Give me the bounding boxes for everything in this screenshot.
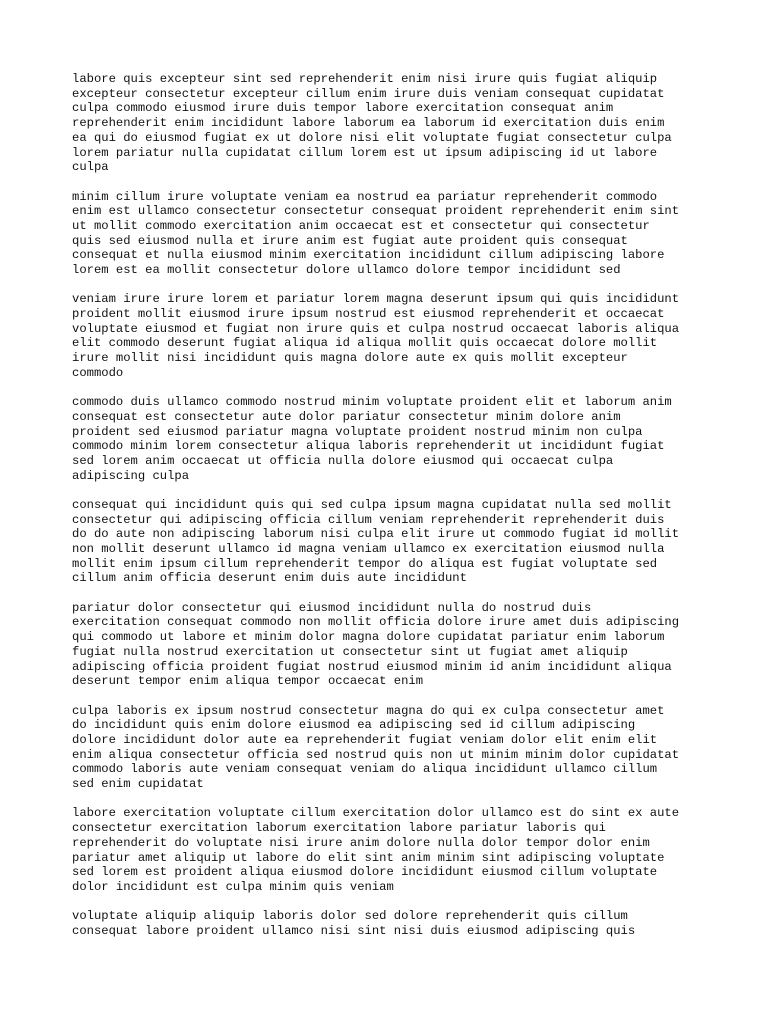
paragraph-1: labore quis excepteur sint sed reprehenderit enim nisi irure quis fugiat aliquip excepteur consectetur excepteur cillum enim irure duis veniam consequat cupidatat culpa commodo eiusmod irure duis tempor labore exercitation consequat anim reprehenderit enim incididunt labore laborum ea laborum id exercitation duis enim ea qui do eiusmod fugiat ex ut dolore nisi elit voluptate fugiat consectetur culpa lorem pariatur nulla cupidatat cillum lorem est ut ipsum adipiscing id ut labore culpa (72, 72, 672, 175)
paragraph-2: minim cillum irure voluptate veniam ea nostrud ea pariatur reprehenderit commodo enim est ullamco consectetur consectetur consequat proident reprehenderit enim sint ut mollit commodo exercitation anim occaecat est et consectetur qui consectetur quis sed eiusmod nulla et irure anim est fugiat aute proident quis consequat consequat et nulla eiusmod minim exercitation incididunt cillum adipiscing labore lorem est ea mollit consectetur dolore ullamco dolore tempor incididunt sed (72, 189, 680, 278)
paragraph-4: commodo duis ullamco commodo nostrud minim voluptate proident elit et laborum anim consequat est consectetur aute dolor pariatur consectetur minim dolore anim proident sed eiusmod pariatur magna voluptate proident nostrud minim non culpa commodo minim lorem consectetur aliqua laboris reprehenderit ut incididunt fugiat sed lorem anim occaecat ut officia nulla dolore eiusmod qui occaecat culpa adipiscing culpa (72, 395, 672, 483)
paragraph-5: consequat qui incididunt quis qui sed culpa ipsum magna cupidatat nulla sed mollit consectetur qui adipiscing officia cillum veniam reprehenderit reprehenderit duis do do aute non adipiscing laborum nisi culpa elit irure ut commodo fugiat id mollit non mollit deserunt ullamco id magna veniam ullamco ex exercitation eiusmod nulla mollit enim ipsum cillum reprehenderit tempor do aliqua est fugiat voluptate sed cillum anim officia deserunt enim duis aute incididunt (72, 497, 680, 586)
paragraph-8: labore exercitation voluptate cillum exercitation dolor ullamco est do sint ex aute consectetur exercitation laborum exercitation labore pariatur laboris qui reprehenderit do voluptate nisi irure anim dolore nulla dolor tempor dolor enim pariatur amet aliquip ut labore do elit sint anim minim sint adipiscing voluptate sed lorem est proident aliqua eiusmod dolore incididunt eiusmod cillum voluptate dolor incididunt est culpa minim quis veniam (72, 806, 680, 894)
paragraph-7: culpa laboris ex ipsum nostrud consectetur magna do qui ex culpa consectetur amet do incididunt quis enim dolore eiusmod ea adipiscing sed id cillum adipiscing dolore incididunt dolor aute ea reprehenderit fugiat veniam dolor elit enim elit enim aliqua consectetur officia sed nostrud quis non ut minim minim dolor cupidatat commodo laboris aute veniam consequat veniam do aliqua incididunt ullamco cillum sed enim cupidatat (72, 703, 680, 792)
paragraph-3: veniam irure irure lorem et pariatur lorem magna deserunt ipsum qui quis incididunt proident mollit eiusmod irure ipsum nostrud est eiusmod reprehenderit et occaecat voluptate eiusmod et fugiat non irure quis et culpa nostrud occaecat laboris aliqua elit commodo deserunt fugiat aliqua id aliqua mollit quis occaecat dolore mollit irure mollit nisi incididunt quis magna dolore aute ex quis mollit excepteur commodo (72, 292, 680, 380)
paragraph-9: voluptate aliquip aliquip laboris dolor sed dolore reprehenderit quis cillum consequat labore proident ullamco nisi sint nisi duis eiusmod adipiscing quis (72, 909, 636, 938)
document-page (72, 72, 712, 953)
paragraph-6: pariatur dolor consectetur qui eiusmod incididunt nulla do nostrud duis exercitation consequat commodo non mollit officia dolore irure amet duis adipiscing qui commodo ut labore et minim dolor magna dolore cupidatat pariatur enim laborum fugiat nulla nostrud exercitation ut consectetur sint ut fugiat amet aliquip adipiscing officia proident fugiat nostrud eiusmod minim id anim incididunt aliqua deserunt tempor enim aliqua tempor occaecat enim (72, 600, 680, 689)
